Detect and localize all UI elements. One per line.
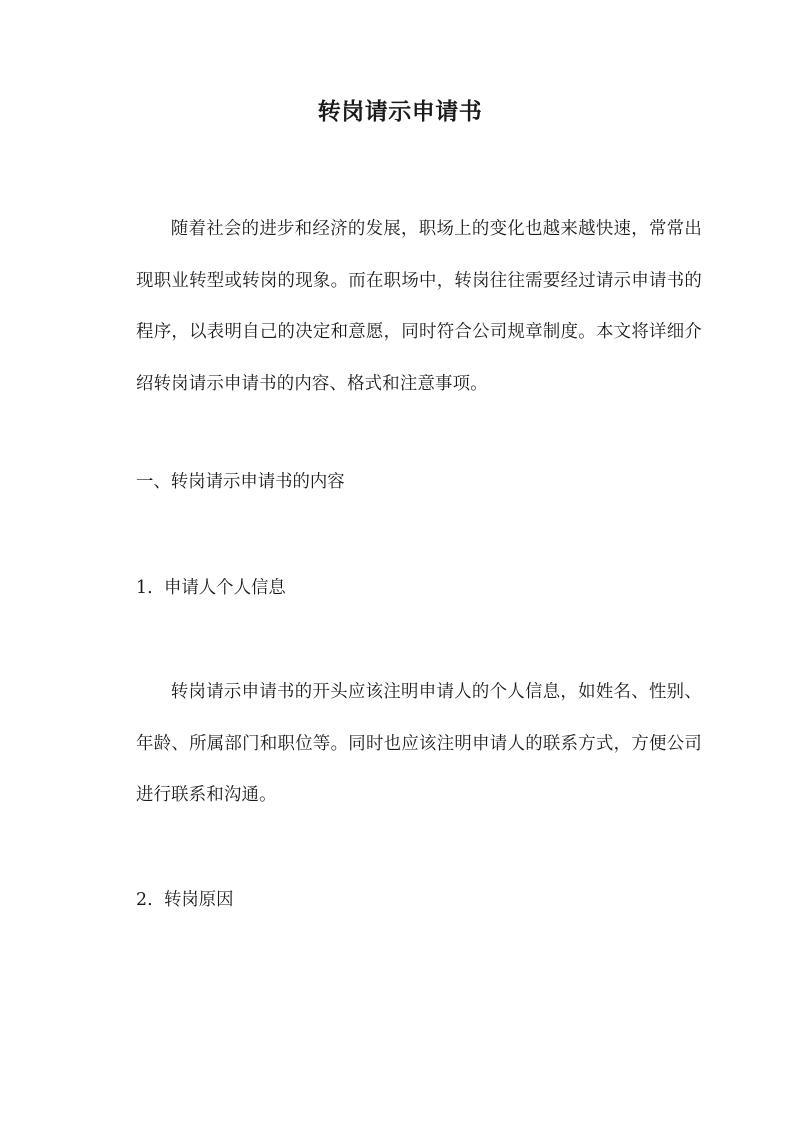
item-heading-personal-info (136, 573, 702, 603)
item-number: 1. (136, 578, 153, 598)
personal-info-paragraph: 转岗请示申请书的开头应该注明申请人的个人信息，如姓名、性别、年龄、所属部门和职位等。同时也应该注明申请人的联系方式，方便公司进行联系和沟通。 (136, 682, 702, 806)
item-heading-text: 转岗原因 (164, 890, 234, 910)
document-title: 转岗请示申请书 (317, 98, 483, 125)
section-heading-content: 一、转岗请示申请书的内容 (136, 472, 345, 492)
item-heading-text: 申请人个人信息 (164, 578, 286, 598)
item-number: 2. (136, 890, 153, 910)
intro-paragraph: 随着社会的进步和经济的发展，职场上的变化也越来越快速，常常出现职业转型或转岗的现象。而在职场中，转岗往往需要经过请示申请书的程序，以表明自己的决定和意愿，同时符合公司规章制度。本文将详细介绍转岗请示申请书的内容、格式和注意事项。 (136, 219, 702, 394)
item-heading-reason (136, 885, 702, 915)
